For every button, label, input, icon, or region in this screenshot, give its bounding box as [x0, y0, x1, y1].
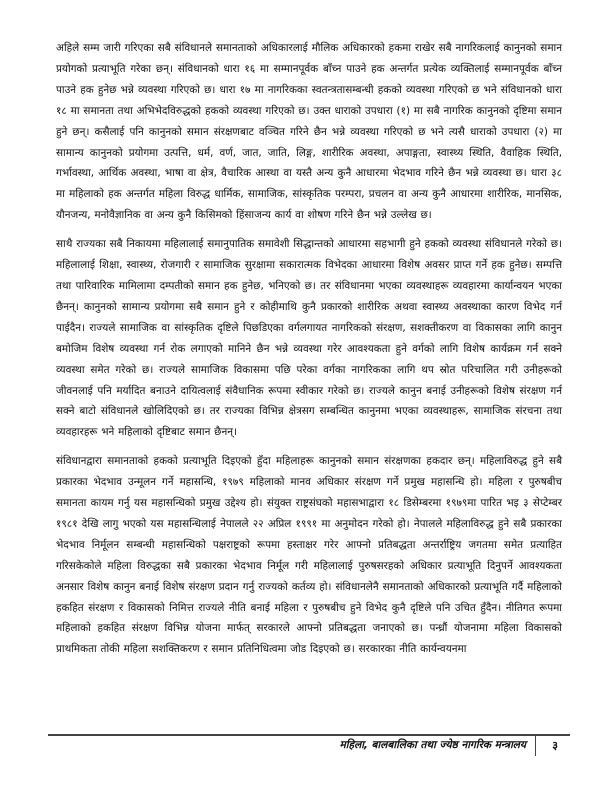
paragraph-cedaw: संविधानद्वारा समानताको हकको प्रत्याभूति दिइएको हुँदा महिलाहरू कानुनको समान संरक्षणका हकदार छन्। महिलाविरुद्ध हुने सबै प्रकारका भेदभाव उन्मूलन गर्ने महासन्धि, १९७९ महिलाको मानव अधिकार संरक्षण गर्ने प्रमुख महासन्धि हो। महिला र पुरुषबीच समानता कायम गर्नु यस महासन्धिको प्रमुख उद्देश्य हो। संयुक्त राष्ट्रसंघको महासभाद्वारा १८ डिसेम्बरमा १९७९मा पारित भइ ३ सेप्टेम्बर १९८१ देखि लागु भएको यस महासन्धिलाई नेपालले २२ अप्रिल १९९१ मा अनुमोदन गरेको हो। नेपालले महिलाविरुद्ध हुने सबै प्रकारका भेदभाव निर्मूलन सम्बन्धी महासन्धिको पक्षराष्ट्रको रूपमा हस्ताक्षर गरेर आफ्नो प्रतिबद्धता अन्तर्राष्ट्रिय जगतमा समेत प्रत्याहित गरिसकेकोले महिला विरुद्धका सबै प्रकारका भेदभाव निर्मूल गरी महिलालाई पुरुषसरहको अधिकार प्रत्याभूति दिनुपर्ने आवश्यकता अनसार विशेष कानुन बनाई विशेष संरक्षण प्रदान गर्नु राज्यको कर्तव्य हो। संविधानलेनै समानताको अधिकारको प्रत्याभूति गर्दै महिलाको हकहित संरक्षण र विकासको निमित्त राज्यले नीति बनाई महिला र पुरुषबीच हुने विभेद कुनै दृष्टिले पनि उचित हुँदैन। नीतिगत रूपमा महिलाको हकहित संरक्षण विभिन्न योजना मार्फत् सरकारले आफ्नो प्रतिबद्धता जनाएको छ। पन्ध्रौं योजनामा महिला विकासको प्राथमिकता तोकी महिला सशक्तिकरण र समान प्रतिनिधित्वमा जोड दिइएको छ। सरकारका नीति कार्यन्वयनमा	[56, 455, 562, 656]
page-footer	[48, 734, 570, 756]
footer-divider	[48, 734, 570, 736]
footer-separator	[535, 736, 537, 756]
footer-ministry-title: महिला, बालबालिका तथा ज्येष्ठ नागरिक मन्त्रालय	[339, 739, 526, 751]
paragraph-state-inclusion: साथै राज्यका सबै निकायमा महिलालाई समानुपातिक समावेशी सिद्धान्तको आधारमा सहभागी हुने हकको व्यवस्था संविधानले गरेको छ। महिलालाई शिक्षा, स्वास्थ्य, रोजगारी र सामाजिक सुरक्षामा सकारात्मक विभेदका आधारमा विशेष अवसर प्राप्त गर्ने हक हुनेछ। सम्पत्ति तथा पारिवारिक मामिलामा दम्पतीको समान हक हुनेछ, भनिएको छ। तर संविधानमा भएका व्यवस्थाहरू व्यवहारमा कार्यान्वयन भएका छैनन्। कानुनको सामान्य प्रयोगमा सबै समान हुने र कोहीमाथि कुनै प्रकारको शारीरिक अथवा स्वास्थ्य अवस्थाका कारण विभेद गर्न पाईदैन। राज्यले सामाजिक वा सांस्कृतिक दृष्टिले पिछडिएका वर्गलगायत नागरिकको संरक्षण, सशक्तीकरण वा विकासका लागि कानुन बमोजिम विशेष व्यवस्था गर्न रोक लगाएको मानिने छैन भन्ने व्यवस्था गरेर आवश्यकता हुने वर्गको लागि विशेष कार्यक्रम गर्न सक्ने व्यवस्था समेत गरेको छ। राज्यले सामाजिक विकासमा पछि परेका वर्गका नागरिकका लागि थप स्रोत परिचालित गरी उनीहरूको जीवनलाई पनि मर्यादित बनाउने दायित्वलाई संवैधानिक रूपमा स्वीकार गरेको छ। राज्यले कानुन बनाई उनीहरूको विशेष संरक्षण गर्न सक्ने बाटो संविधानले खोलिदिएको छ। तर राज्यका विभिन्न क्षेत्रसग सम्बन्धित कानुनमा भएका व्यवस्थाहरू, सामाजिक संरचना तथा व्यवहारहरू भने महिलाको दृष्टिबाट समान छैनन्।	[56, 238, 562, 439]
document-body	[56, 38, 562, 668]
page-number: ३	[552, 739, 558, 752]
paragraph-constitution-rights: अहिले सम्म जारी गरिएका सबै संविधानले समानताको अधिकारलाई मौलिक अधिकारको हकमा राखेर सबै नागरिकलाई कानुनको समान प्रयोगको प्रत्याभूति गरेका छन्। संविधानको धारा १६ मा सम्मानपूर्वक बाँच्न पाउने हक अन्तर्गत प्रत्येक व्यक्तिलाई सम्मानपूर्वक बाँच्न पाउने हक हुनेछ भन्ने व्यवस्था गरिएको छ। धारा १७ मा नागरिकका स्वतन्त्रतासम्बन्धी हकको व्यवस्था गरिएको छ भने संविधानको धारा १८ मा समानता तथा अभिभेदविरुद्धको हकको व्यवस्था गरिएको छ। उक्त धाराको उपधारा (१) मा सबै नागरिक कानुनको दृष्टिमा समान हुने छन्। कसैलाई पनि कानुनको समान संरक्षणबाट वञ्चित गरिने छैन भन्ने व्यवस्था गरिएको छ भने त्यसै धाराको उपधारा (२) मा सामान्य कानुनको प्रयोगमा उत्पत्ति, धर्म, वर्ण, जात, जाति, लिङ्ग, शारीरिक अवस्था, अपाङ्गता, स्वास्थ्य स्थिति, वैवाहिक स्थिति, गर्भावस्था, आर्थिक अवस्था, भाषा वा क्षेत्र, वैचारिक आस्था वा यस्तै अन्य कुनै आधारमा भेदभाव गरिने छैन भन्ने व्यवस्था छ। धारा ३८ मा महिलाको हक अन्तर्गत महिला विरुद्ध धार्मिक, सामाजिक, सांस्कृतिक परम्परा, प्रचलन वा अन्य कुनै आधारमा शारीरिक, मानसिक, यौनजन्य, मनोवैज्ञानिक वा अन्य कुनै किसिमको हिंसाजन्य कार्य वा शोषण गरिने छैन भन्ने उल्लेख छ।	[56, 42, 562, 222]
